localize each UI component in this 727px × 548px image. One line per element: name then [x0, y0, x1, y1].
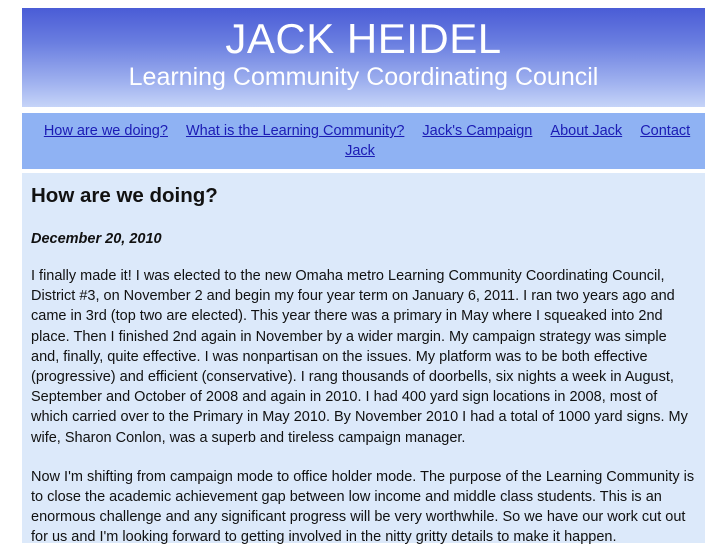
site-title: JACK HEIDEL	[225, 15, 502, 62]
site-header	[22, 8, 705, 109]
nav-link-learning-community[interactable]: What is the Learning Community?	[185, 123, 405, 139]
nav-link-campaign[interactable]: Jack's Campaign	[422, 123, 533, 139]
post-date: December 20, 2010	[31, 231, 162, 247]
page	[22, 8, 705, 545]
paragraph: I finally made it! I was elected to the new Omaha metro Learning Community Coordinating Council, District #3, on November 2 and begin my four year term on January 6, 2011. I ran two years ago and came in 3rd (top two are elected). This year there was a primary in May where I squeaked into 2nd place. Then I finished 2nd again in November by a wider margin. My campaign strategy was simple and, finally, quite effective. I was nonpartisan on the issues. My platform was to be both effective (progressive) and efficient (conservative). I rang thousands of doorbells, six nights a week in August, September and October of 2008 and again in 2010. I had 400 yard sign locations in 2008, most of which carried over to the Primary in May 2010. By November 2010 I had a total of 1000 yard signs. My wife, Sharon Conlon, was a superb and tireless campaign manager.	[31, 268, 688, 446]
site-subtitle: Learning Community Coordinating Council	[128, 63, 599, 91]
paragraph: Now I'm shifting from campaign mode to office holder mode. The purpose of the Learning Community is to close the academic achievement gap between low income and middle class students. This is an enormous challenge and any significant progress will be very worthwhile. So we have our work cut out for us and I'm looking forward to getting involved in the nitty gritty details to make it happen.	[31, 468, 695, 546]
nav-link-about[interactable]: About Jack	[550, 123, 623, 139]
nav-bar	[22, 113, 705, 169]
nav-link-contact[interactable]: Contact Jack	[345, 123, 691, 159]
page-heading: How are we doing?	[31, 184, 218, 207]
nav-link-how-are-we-doing[interactable]: How are we doing?	[43, 123, 168, 139]
main-content	[22, 173, 705, 546]
